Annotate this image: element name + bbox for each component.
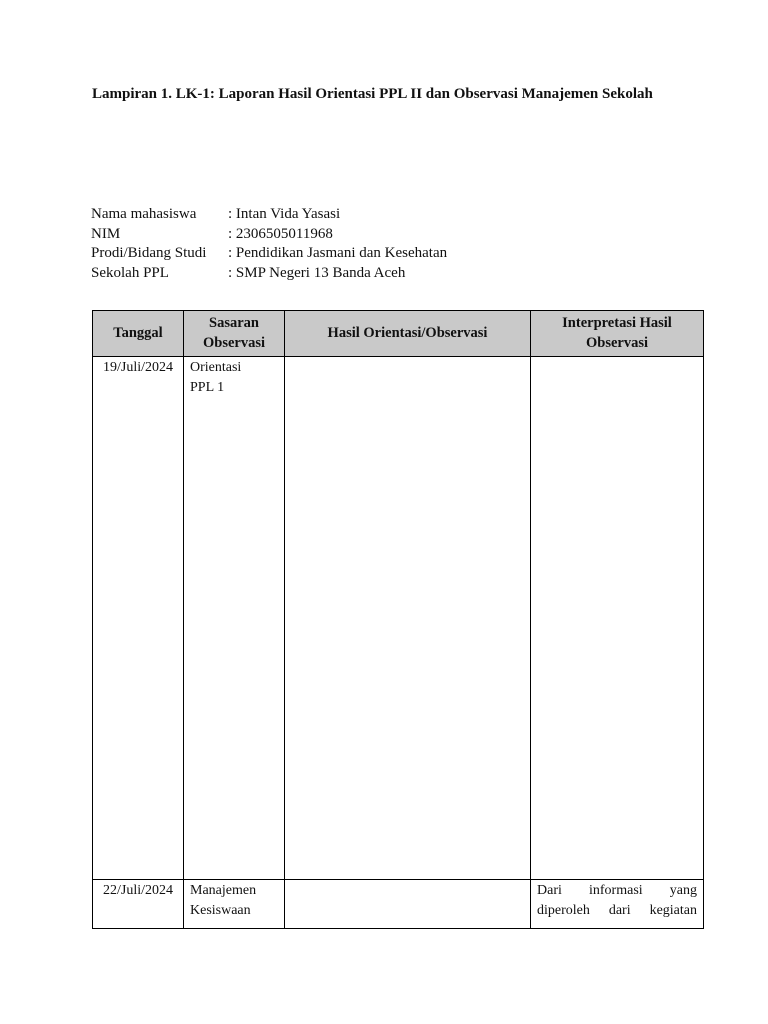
cell-interpretasi: [531, 357, 704, 880]
cell-text: diperoleh dari kegiatan: [537, 902, 697, 918]
table-row: [93, 880, 704, 929]
cell-hasil: [285, 357, 531, 880]
info-value: : SMP Negeri 13 Banda Aceh: [228, 264, 406, 281]
info-row-prodi: [91, 244, 447, 264]
cell-hasil: [285, 880, 531, 929]
info-value: : Intan Vida Yasasi: [228, 206, 341, 222]
info-label: Sekolah PPL: [91, 264, 169, 281]
header-tanggal: Tanggal: [93, 311, 184, 357]
header-text: Sasaran: [209, 315, 259, 331]
table-row: [93, 357, 704, 880]
cell-sasaran: [184, 880, 285, 929]
cell-tanggal: 22/Juli/2024: [93, 880, 184, 929]
cell-text: Kesiswaan: [190, 902, 251, 918]
header-interpretasi: [531, 311, 704, 357]
cell-interpretasi: [531, 880, 704, 929]
cell-tanggal: 19/Juli/2024: [93, 357, 184, 880]
table-header-row: [93, 311, 704, 357]
cell-sasaran: [184, 357, 285, 880]
header-sasaran: [184, 311, 285, 357]
info-row-nim: [91, 225, 447, 245]
observation-table: [92, 310, 704, 929]
page-title: Lampiran 1. LK-1: Laporan Hasil Orientasi PPL II dan Observasi Manajemen Sekolah: [92, 86, 653, 102]
info-row-sekolah: [91, 264, 447, 284]
header-text: Observasi: [585, 334, 649, 351]
info-label: Nama mahasiswa: [91, 206, 197, 222]
info-value: : Pendidikan Jasmani dan Kesehatan: [228, 245, 448, 261]
cell-text: Manajemen: [190, 883, 257, 898]
cell-text: Dari informasi yang: [537, 883, 697, 898]
info-value: : 2306505011968: [228, 225, 333, 242]
info-label: Prodi/Bidang Studi: [91, 245, 207, 261]
student-info: [91, 205, 447, 283]
header-hasil: Hasil Orientasi/Observasi: [285, 311, 531, 357]
cell-text: Orientasi: [190, 360, 242, 375]
header-text: Observasi: [202, 334, 266, 351]
header-text: Interpretasi Hasil: [562, 315, 672, 331]
info-label: NIM: [91, 225, 121, 242]
info-row-nama: [91, 205, 447, 225]
cell-text: PPL 1: [190, 379, 225, 395]
